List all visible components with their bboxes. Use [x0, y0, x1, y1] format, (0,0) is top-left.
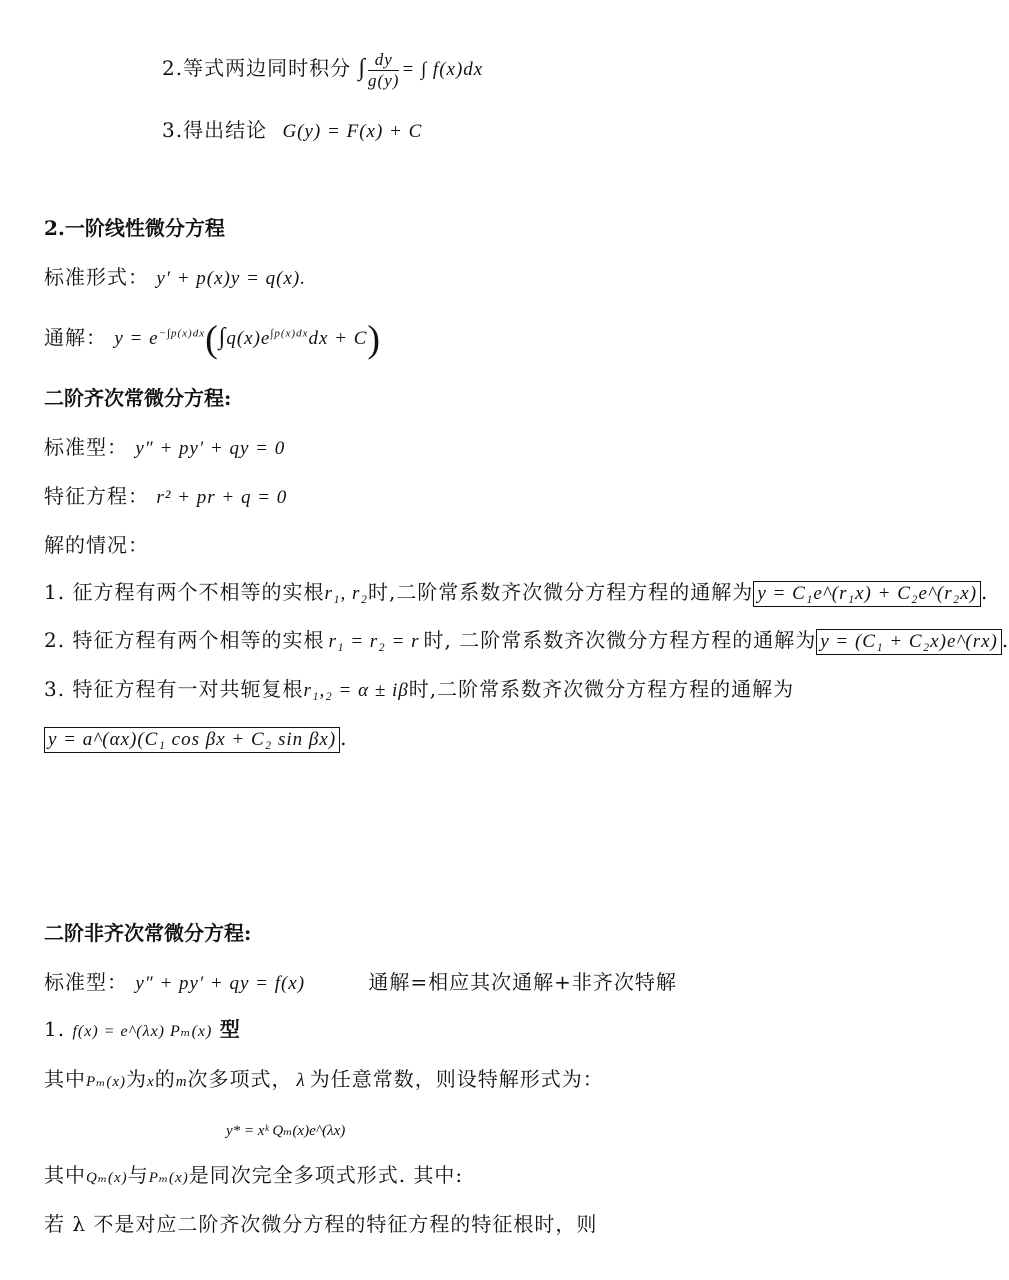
nonhomogeneous-standard-equation: y″ + py′ + qy = f(x): [135, 973, 306, 994]
section-heading-nonhomogeneous: 二阶非齐次常微分方程:: [44, 921, 252, 945]
step-conclusion: [162, 118, 422, 144]
first-order-general-solution: 通解： $y = e^{-\int p(x)dx}(\int q(x)e^{\int p(x)dx}dx + C)$: [44, 318, 382, 361]
section-heading-homogeneous: 二阶齐次常微分方程:: [44, 386, 232, 410]
solution-cases-label: 解的情况：: [44, 533, 149, 557]
homogeneous-standard-form: 标准型： y″ + py′ + qy = 0: [44, 435, 286, 459]
integral-equation: ∫ $\frac{dy}{g(y)}$ = ∫ f(x)dx: [358, 50, 484, 90]
distinct-roots-solution-box: y = C₁e^(r₁x) + C₂e^(r₂x): [753, 581, 981, 607]
case-distinct-roots: 1. 征方程有两个不相等的实根r₁, r₂时,二阶常系数齐次微分方程方程的通解为 y = C₁e^(r₁x) + C₂e^(r₂x) .: [44, 580, 988, 607]
polynomial-comparison: 其中Qₘ(x)与Pₘ(x)是同次完全多项式形式. 其中:: [44, 1163, 464, 1187]
conclusion-equation: G(y) = F(x) + C: [282, 121, 423, 142]
general-solution-equation: $y = e^{-\int p(x)dx}(\int q(x)e^{\int p(x)dx}dx + C)$: [114, 318, 382, 361]
complex-roots-solution: y = a^(αx)(C₁ cos βx + C₂ sin βx) .: [44, 726, 348, 753]
step-conclusion-label: 3.得出结论: [162, 118, 268, 142]
complex-roots-solution-box: y = a^(αx)(C₁ cos βx + C₂ sin βx): [44, 727, 340, 753]
repeated-root-solution-box: y = (C₁ + C₂x)e^(rx): [816, 629, 1002, 655]
case-repeated-root: 2. 特征方程有两个相等的实根 r₁ = r₂ = r 时, 二阶常系数齐次微分方程方程的通解为 y = (C₁ + C₂x)e^(rx) .: [44, 628, 1009, 655]
characteristic-equation: 特征方程： r² + pr + q = 0: [44, 484, 288, 508]
first-order-standard-form: 标准形式： y′ + p(x)y = q(x).: [44, 265, 306, 289]
step-integrate-label: 2.等式两边同时积分: [162, 55, 352, 80]
nonhomogeneous-standard-form: 标准型： y″ + py′ + qy = f(x) 通解=相应其次通解+非齐次特解: [44, 970, 677, 994]
case-complex-roots: 3. 特征方程有一对共轭复根r₁,₂ = α ± iβ时,二阶常系数齐次微分方程方程的通解为: [44, 677, 795, 701]
characteristic-equation-math: r² + pr + q = 0: [156, 487, 288, 508]
case-one-type: 1. f(x) = e^(λx) Pₘ(x) 型: [44, 1017, 241, 1041]
general-solution-note: 通解=相应其次通解+非齐次特解: [368, 970, 677, 994]
particular-solution-form: y* = xᵏ Qₘ(x)e^(λx): [226, 1123, 346, 1139]
section-heading-first-order: 2.一阶线性微分方程: [44, 216, 225, 240]
first-order-standard-equation: y′ + p(x)y = q(x).: [156, 268, 306, 289]
homogeneous-standard-equation: y″ + py′ + qy = 0: [135, 438, 286, 459]
step-integrate: [162, 50, 483, 91]
lambda-not-root-condition: 若 λ 不是对应二阶齐次微分方程的特征方程的特征根时，则: [44, 1212, 598, 1236]
polynomial-description: 其中Pₘ(x)为x的m次多项式， λ 为任意常数，则设特解形式为：: [44, 1067, 604, 1091]
